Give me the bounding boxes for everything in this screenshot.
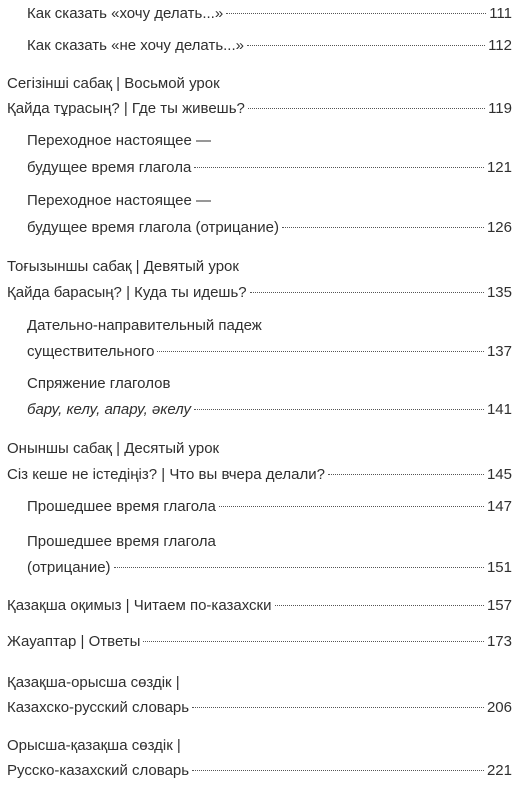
toc-page-number: 157: [486, 597, 512, 614]
toc-entry-line[interactable]: [27, 497, 512, 517]
toc-page-number: 112: [488, 37, 512, 54]
toc-page-number: 145: [486, 466, 512, 483]
toc-entry-title: Как сказать «не хочу делать...»: [27, 37, 244, 54]
toc-entry-line[interactable]: [27, 400, 512, 420]
toc-entry-title: Сегізінші сабақ | Восьмой урок: [7, 75, 220, 92]
toc-entry-title: Оныншы сабақ | Десятый урок: [7, 440, 220, 457]
toc-entry-title-line: [27, 131, 512, 151]
toc-entry-title: Жауаптар | Ответы: [7, 633, 141, 650]
toc-page-number: 141: [486, 401, 512, 418]
toc-page-number: 137: [486, 343, 512, 360]
toc-entry-title: Прошедшее время глагола: [27, 498, 216, 515]
toc-entry-title: Қайда тұрасың? | Где ты живешь?: [7, 100, 245, 117]
toc-entry-title-line: [27, 374, 512, 394]
toc-entry-line[interactable]: [27, 558, 512, 578]
toc-entry-line[interactable]: [7, 283, 512, 303]
toc-entry-title-line: [7, 736, 512, 756]
toc-entry-line[interactable]: [7, 698, 512, 718]
toc-entry-title: Переходное настоящее —: [27, 192, 212, 209]
toc-entry-line[interactable]: [7, 99, 512, 119]
dot-leader: [247, 45, 485, 46]
toc-lesson-heading: [7, 74, 512, 94]
dot-leader: [282, 227, 484, 228]
toc-entry-line[interactable]: [27, 342, 512, 362]
toc-entry-title: Қазақша-орысша сөздік |: [7, 674, 180, 691]
dot-leader: [192, 770, 484, 771]
toc-entry-title: будущее время глагола (отрицание): [27, 219, 279, 236]
toc-entry-line[interactable]: [7, 632, 512, 652]
toc-entry-title: Казахско-русский словарь: [7, 699, 190, 716]
toc-entry-title-line: [27, 191, 512, 211]
toc-entry-title: Орысша-қазақша сөздік |: [7, 737, 181, 754]
dot-leader: [143, 641, 484, 642]
dot-leader: [328, 474, 484, 475]
toc-lesson-heading: [7, 257, 512, 277]
dot-leader: [194, 167, 484, 168]
toc-page-number: 206: [486, 699, 512, 716]
toc-entry-title: Спряжение глаголов: [27, 375, 171, 392]
toc-entry-line[interactable]: [7, 596, 512, 616]
dot-leader: [248, 108, 485, 109]
toc-entry-title-line: [27, 532, 512, 552]
toc-page-number: 111: [489, 5, 512, 22]
toc-entry-line[interactable]: [27, 158, 512, 178]
dot-leader: [114, 567, 484, 568]
dot-leader: [219, 506, 484, 507]
toc-page-number: 126: [486, 219, 512, 236]
dot-leader: [250, 292, 484, 293]
toc-entry-line[interactable]: [27, 36, 512, 56]
toc-entry-title: Қазақша оқимыз | Читаем по-казахски: [7, 597, 272, 614]
toc-page-number: 147: [486, 498, 512, 515]
toc-entry-title: Тоғызыншы сабақ | Девятый урок: [7, 258, 239, 275]
dot-leader: [157, 351, 484, 352]
toc-entry-title-line: [27, 316, 512, 336]
dot-leader: [226, 13, 486, 14]
toc-entry-title: Переходное настоящее —: [27, 132, 212, 149]
toc-entry-line[interactable]: [27, 218, 512, 238]
toc-page-number: 221: [486, 762, 512, 779]
toc-entry-title: Как сказать «хочу делать...»: [27, 5, 224, 22]
toc-entry-title-line: [7, 673, 512, 693]
toc-entry-title: существительного: [27, 343, 155, 360]
toc-page-number: 173: [486, 633, 512, 650]
toc-page-number: 151: [486, 559, 512, 576]
dot-leader: [194, 409, 484, 410]
toc-entry-line[interactable]: [7, 465, 512, 485]
toc-entry-title: Дательно-направительный падеж: [27, 317, 262, 334]
toc-entry-line[interactable]: [7, 761, 512, 781]
toc-entry-title: Қайда барасың? | Куда ты идешь?: [7, 284, 247, 301]
toc-entry-line[interactable]: [27, 4, 512, 24]
toc-page-number: 119: [488, 100, 512, 117]
toc-entry-title: (отрицание): [27, 559, 111, 576]
toc-entry-title: Сіз кеше не істедіңіз? | Что вы вчера делали?: [7, 466, 325, 483]
toc-entry-title: Прошедшее время глагола: [27, 533, 216, 550]
dot-leader: [275, 605, 484, 606]
toc-entry-title: Русско-казахский словарь: [7, 762, 190, 779]
toc-page-number: 121: [486, 159, 512, 176]
toc-lesson-heading: [7, 439, 512, 459]
toc-page-number: 135: [486, 284, 512, 301]
toc-entry-title: будущее время глагола: [27, 159, 192, 176]
dot-leader: [192, 707, 484, 708]
toc-entry-title: бару, келу, апару, әкелу: [27, 401, 192, 418]
